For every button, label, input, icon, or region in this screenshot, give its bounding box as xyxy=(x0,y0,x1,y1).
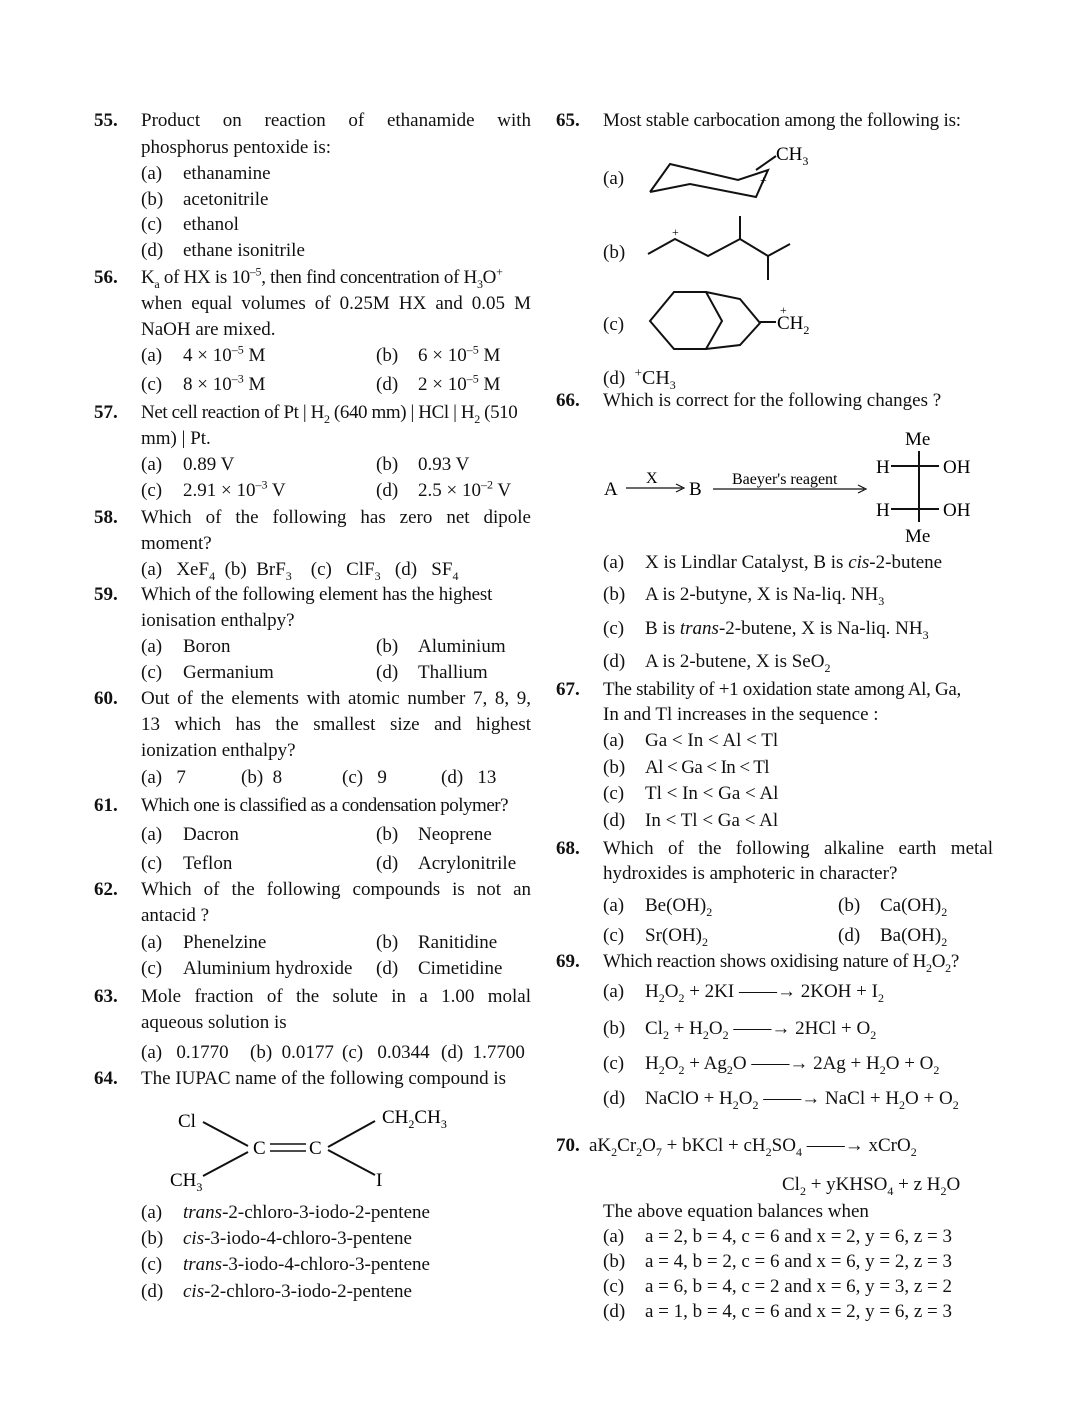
option-c: (c) Teflon xyxy=(141,853,233,874)
svg-text:CH3: $CH_3$ xyxy=(170,1170,203,1194)
option-c: (c) 9 xyxy=(342,767,387,788)
question-text: Which of the following has zero net dipole xyxy=(141,507,531,528)
question-number: 55. xyxy=(94,110,118,131)
question-text: The stability of +1 oxidation state among Al, Ga, xyxy=(603,679,962,700)
svg-text:CH2: $CH_2$ xyxy=(777,313,810,337)
svg-text:B: B xyxy=(689,479,702,500)
svg-text:C: C xyxy=(253,1138,266,1159)
option-b: (b) Al < Ga < In < Tl xyxy=(603,757,769,778)
option-d: (d) In < Tl < Ga < Al xyxy=(603,810,779,831)
question-text: Most stable carbocation among the following is: xyxy=(603,110,961,131)
option-d: (d) cis-2-chloro-3-iodo-2-pentene xyxy=(141,1281,412,1302)
option-b: (b) acetonitrile xyxy=(141,189,269,210)
svg-text:OH: OH xyxy=(943,457,971,478)
cyclohexyl-cation-structure xyxy=(640,140,820,210)
question-number: 59. xyxy=(94,584,118,605)
option-d: (d) Cimetidine xyxy=(376,958,503,979)
branched-alkyl-cation-structure xyxy=(640,212,800,287)
question-number: 67. xyxy=(556,679,580,700)
question-text: Which of the following alkaline earth metal xyxy=(603,838,993,859)
equation-line-1: $aK_2Cr_2O_7$ + bKCl + $cH_2SO_4$ ——→ xCrO$_2$ xyxy=(589,1135,917,1159)
option-a: (a) $4 \times 10^{-5}$ M xyxy=(141,342,266,366)
hydrindane-cation-structure xyxy=(640,285,830,357)
svg-text:+: + xyxy=(760,173,767,187)
option-a: (a) X is Lindlar Catalyst, B is cis-2-butene xyxy=(603,552,943,573)
option-d: (d) NaClO + $H_2O_2$ ——→ NaCl + $H_2O + O_2$ xyxy=(603,1088,959,1112)
option-b: (b) $Ca(OH)_2$ xyxy=(838,895,948,919)
question-number: 63. xyxy=(94,986,118,1007)
question-text: aqueous solution is xyxy=(141,1012,287,1033)
question-number: 68. xyxy=(556,838,580,859)
option-a: (a) 0.1770 xyxy=(141,1042,229,1063)
option-b: (b) $Cl_2 + H_2O_2$ ——→ $2HCl + O_2$ xyxy=(603,1018,877,1042)
question-text: ionisation enthalpy? xyxy=(141,610,295,631)
question-text: antacid ? xyxy=(141,905,210,926)
question-text: mm) | Pt. xyxy=(141,428,211,449)
option-b: (b) 8 xyxy=(241,767,283,788)
question-number: 69. xyxy=(556,951,580,972)
svg-text:Me: Me xyxy=(905,526,931,547)
svg-text:X: X xyxy=(646,470,658,487)
options-row: (a) XeF$_4$ (b) BrF$_3$ (c) ClF$_3$ (d) $SF_4$ xyxy=(141,559,459,583)
question-text: Which is correct for the following changes ? xyxy=(603,390,942,411)
option-b: (b) 0.0177 xyxy=(250,1042,334,1063)
svg-text:CH2CH3: $CH_2CH_3$ xyxy=(382,1107,447,1131)
option-d: (d) $Ba(OH)_2$ xyxy=(838,925,948,949)
question-text: Which reaction shows oxidising nature of $H_2O_2$? xyxy=(603,951,959,975)
option-c: (c) $8 \times 10^{-3}$ M xyxy=(141,371,266,395)
option-b: (b) cis-3-iodo-4-chloro-3-pentene xyxy=(141,1228,412,1249)
option-c: (c) $H_2O_2 + Ag_2O$ ——→ $2Ag + H_2O + O_2$ xyxy=(603,1053,940,1077)
svg-text:C: C xyxy=(309,1138,322,1159)
option-d: (d) $2.5 \times 10^{-2}$ V xyxy=(376,477,512,501)
option-a: (a) $Be(OH)_2$ xyxy=(603,895,713,919)
question-number: 65. xyxy=(556,110,580,131)
option-d: (d) 1.7700 xyxy=(441,1042,525,1063)
option-a: (a) 0.89 V xyxy=(141,454,235,475)
question-text: Net cell reaction of Pt | $H_2$ (640 mm) | HCl | $H_2$ (510 xyxy=(141,402,518,426)
question-number: 66. xyxy=(556,390,580,411)
question-text: $K_a$ of HX is $10^{-5}$, then find concentration of $H_3O^+$ xyxy=(141,264,503,291)
option-b: (b) A is 2-butyne, X is Na-liq. $NH_3$ xyxy=(603,584,885,608)
option-b: (b) a = 4, b = 2, c = 6 and x = 6, y = 2, z = 3 xyxy=(603,1251,953,1272)
question-text: moment? xyxy=(141,533,212,554)
svg-text:H: H xyxy=(876,457,890,478)
question-text: when equal volumes of 0.25M HX and 0.05 M xyxy=(141,293,531,314)
option-b: (b) Aluminium xyxy=(376,636,506,657)
option-a: (a) ethanamine xyxy=(141,163,271,184)
option-d: (d) a = 1, b = 4, c = 6 and x = 2, y = 6, z = 3 xyxy=(603,1301,953,1322)
question-text: In and Tl increases in the sequence : xyxy=(603,704,879,725)
option-c: (c) Germanium xyxy=(141,662,274,683)
svg-text:CH3: $CH_3$ xyxy=(776,144,809,168)
question-number: 60. xyxy=(94,688,118,709)
svg-text:H: H xyxy=(876,500,890,521)
svg-text:OH: OH xyxy=(943,500,971,521)
question-number: 61. xyxy=(94,795,118,816)
svg-text:Me: Me xyxy=(905,429,931,450)
option-b: (b) $6 \times 10^{-5}$ M xyxy=(376,342,501,366)
question-number: 57. xyxy=(94,402,118,423)
option-a: (a) $H_2O_2 + 2KI$ ——→ $2KOH + I_2$ xyxy=(603,981,884,1005)
option-a: (a) trans-2-chloro-3-iodo-2-pentene xyxy=(141,1202,430,1223)
svg-text:+: + xyxy=(672,225,679,239)
option-b: (b) Ranitidine xyxy=(376,932,498,953)
reaction-scheme xyxy=(598,422,998,547)
svg-text:I: I xyxy=(376,1170,383,1191)
question-text: Which of the following compounds is not an xyxy=(141,879,531,900)
question-number: 58. xyxy=(94,507,118,528)
question-number: 62. xyxy=(94,879,118,900)
equation-line-2: $Cl_2$ + yKHSO$_4$ + z $H_2O$ xyxy=(782,1174,961,1198)
option-d: (d) 13 xyxy=(441,767,497,788)
option-d: (d) $2 \times 10^{-5}$ M xyxy=(376,371,501,395)
option-b: (b) Neoprene xyxy=(376,824,492,845)
option-c: (c) xyxy=(603,314,625,335)
option-c: (c) ethanol xyxy=(141,214,239,235)
svg-text:Cl: Cl xyxy=(178,1111,196,1132)
option-c: (c) trans-3-iodo-4-chloro-3-pentene xyxy=(141,1254,430,1275)
question-text: Mole fraction of the solute in a 1.00 molal xyxy=(141,986,531,1007)
question-text: Which one is classified as a condensation polymer? xyxy=(141,795,509,816)
option-c: (c) B is trans-2-butene, X is Na-liq. $NH_3$ xyxy=(603,618,929,642)
svg-text:A: A xyxy=(604,479,618,500)
option-b: (b) 0.93 V xyxy=(376,454,470,475)
option-c: (c) $Sr(OH)_2$ xyxy=(603,925,708,949)
alkene-structure xyxy=(170,1100,470,1195)
question-text: 13 which has the smallest size and highest xyxy=(141,714,531,735)
option-c: (c) Tl < In < Ga < Al xyxy=(603,783,779,804)
svg-text:Baeyer's reagent: Baeyer's reagent xyxy=(732,471,838,488)
question-text: Which of the following element has the highest xyxy=(141,584,493,605)
question-text: The above equation balances when xyxy=(603,1201,869,1222)
option-a: (a) Boron xyxy=(141,636,231,657)
option-d: (d) A is 2-butene, X is SeO$_2$ xyxy=(603,651,831,675)
option-a: (a) Ga < In < Al < Tl xyxy=(603,730,779,751)
option-a: (a) a = 2, b = 4, c = 6 and x = 2, y = 6, z = 3 xyxy=(603,1226,953,1247)
option-b: (b) xyxy=(603,242,626,263)
option-a: (a) 7 xyxy=(141,767,186,788)
option-c: (c) a = 6, b = 4, c = 2 and x = 6, y = 3, z = 2 xyxy=(603,1276,953,1297)
question-number: 70. xyxy=(556,1135,580,1156)
question-text: Product on reaction of ethanamide with xyxy=(141,110,531,131)
option-d: (d) Thallium xyxy=(376,662,488,683)
question-text: ionization enthalpy? xyxy=(141,740,296,761)
svg-text:+: + xyxy=(780,303,787,317)
option-d: (d) ethane isonitrile xyxy=(141,240,305,261)
option-a: (a) Phenelzine xyxy=(141,932,267,953)
option-c: (c) Aluminium hydroxide xyxy=(141,958,353,979)
option-c: (c) 0.0344 xyxy=(342,1042,430,1063)
option-d: (d) Acrylonitrile xyxy=(376,853,517,874)
question-text: The IUPAC name of the following compound is xyxy=(141,1068,507,1089)
option-a: (a) Dacron xyxy=(141,824,239,845)
option-d: (d) $^+CH_3$ xyxy=(603,364,676,392)
option-c: (c) $2.91 \times 10^{-3}$ V xyxy=(141,477,286,501)
question-text: NaOH are mixed. xyxy=(141,319,276,340)
question-number: 64. xyxy=(94,1068,118,1089)
question-text: hydroxides is amphoteric in character? xyxy=(603,863,898,884)
option-a: (a) xyxy=(603,168,625,189)
question-number: 56. xyxy=(94,267,118,288)
question-text: Out of the elements with atomic number 7, 8, 9, xyxy=(141,688,531,709)
question-text: phosphorus pentoxide is: xyxy=(141,137,331,158)
